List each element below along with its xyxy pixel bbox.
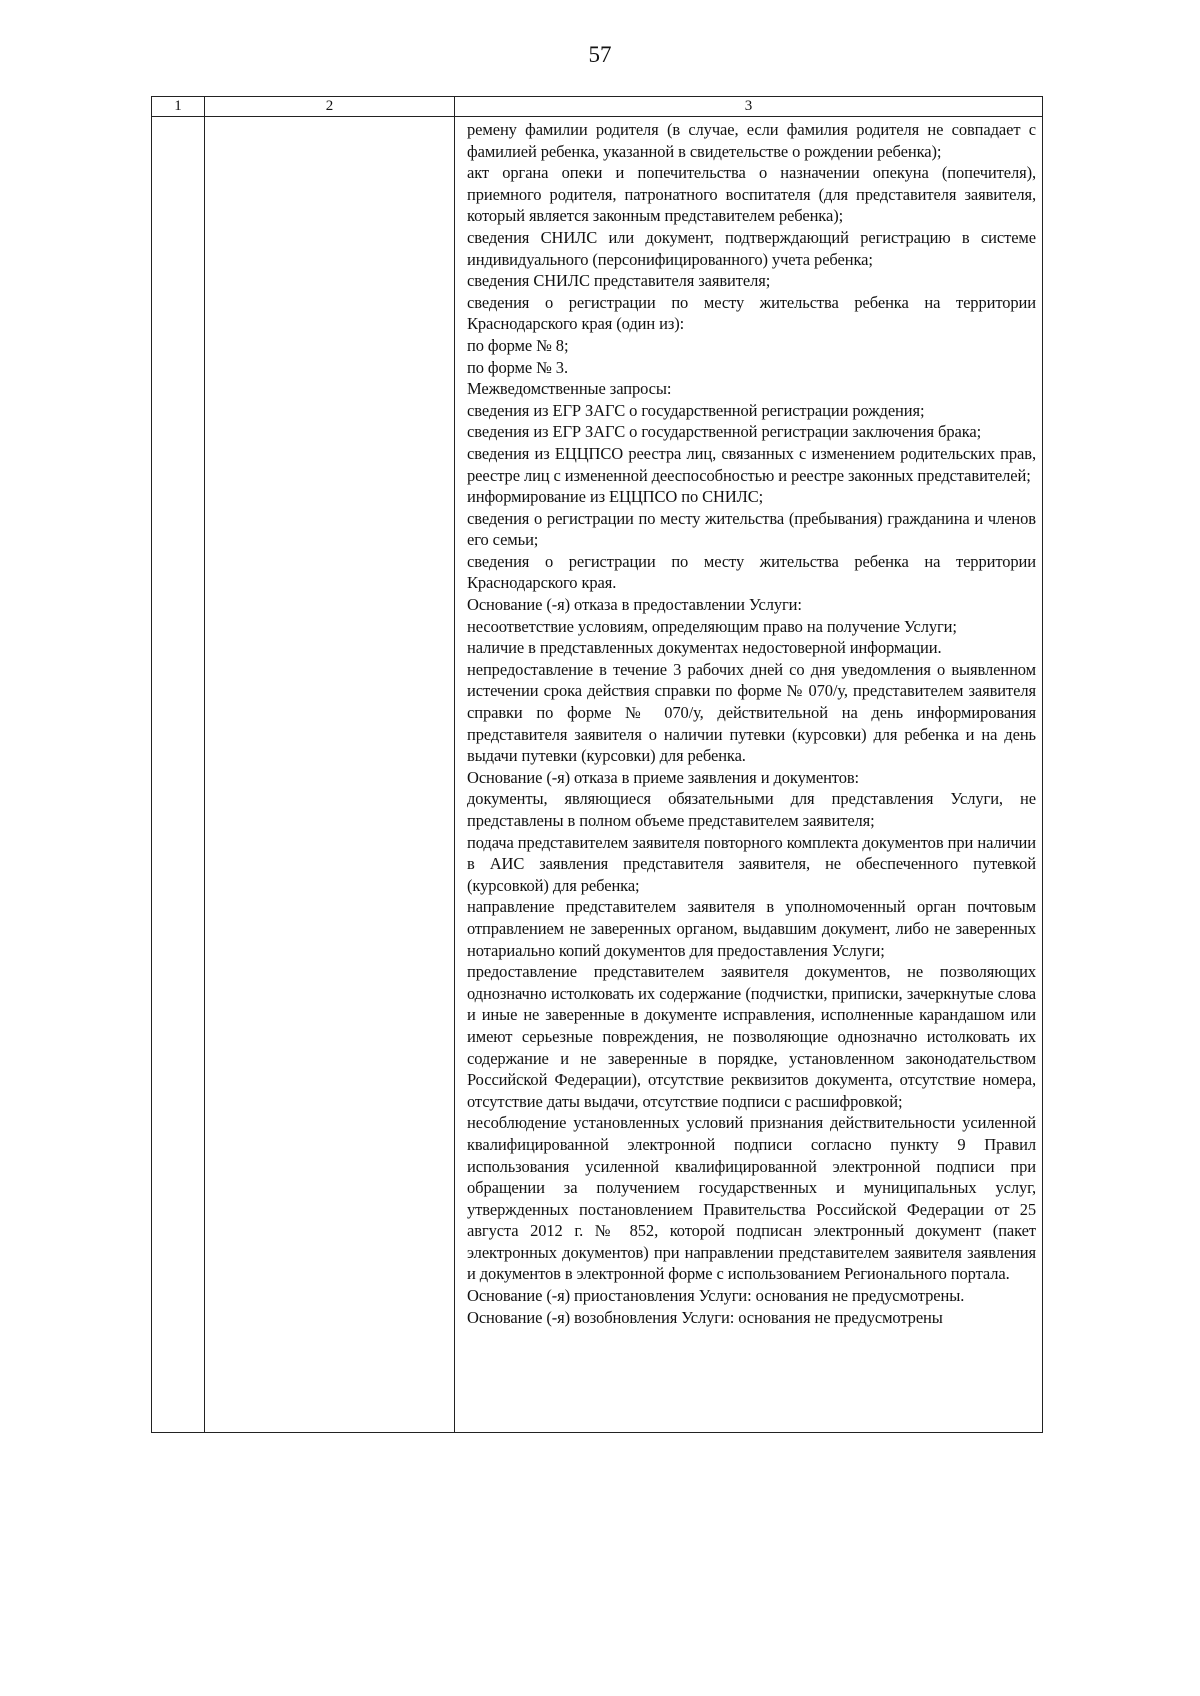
- cell-column-3: [455, 117, 1043, 1433]
- cell-column-2: [205, 117, 455, 1433]
- paragraph: предоставление представителем заявителя документов, не позволяющих однозначно истолковать их содержание (подчистки, приписки, зачеркнутые слова и иные не заверенные в документе исправления, исполненные карандашом или имеют серьезные повреждения, не позволяющие однозначно истолковать их содержание и не заверенные в порядке, установленном законодательством Российской Федерации), отсутствие реквизитов документа, отсутствие номера, отсутствие даты выдачи, отсутствие подписи с расшифровкой;: [467, 962, 1036, 1111]
- paragraph: по форме № 3.: [467, 357, 568, 377]
- paragraph: документы, являющиеся обязательными для представления Услуги, не представлены в полном объеме представителем заявителя;: [467, 789, 1036, 830]
- paragraph: сведения из ЕЦЦПСО реестра лиц, связанных с изменением родительских прав, реестре лиц с измененной дееспособностью и реестре законных представителей;: [467, 443, 1036, 485]
- paragraph: Основание (-я) отказа в приеме заявления и документов:: [467, 767, 860, 787]
- paragraph: сведения СНИЛС представителя заявителя;: [467, 271, 771, 291]
- cell-column-3-text: [455, 117, 1042, 1432]
- cell-column-1: [152, 117, 205, 1433]
- column-header-2: 2: [205, 97, 455, 117]
- paragraph: непредоставление в течение 3 рабочих дней со дня уведомления о выявленном истечении срока действия справки по форме № 070/у, представителем заявителя справки по форме № 070/у, действительной на день информирования представителя заявителя о наличии путевки (курсовки) для ребенка и на день выдачи путевки (курсовки) для ребенка.: [467, 659, 1036, 766]
- column-header-3: 3: [455, 97, 1043, 117]
- document-table: [151, 96, 1043, 1433]
- paragraph: подача представителем заявителя повторного комплекта документов при наличии в АИС заявления представителя заявителя, не обеспеченного путевкой (курсовкой) для ребенка;: [467, 832, 1036, 895]
- paragraph: направление представителем заявителя в уполномоченный орган почтовым отправлением не заверенных органом, выдавшим документ, либо не заверенных нотариально копий документов для предоставления Услуги;: [467, 897, 1036, 960]
- paragraph: сведения о регистрации по месту жительства ребенка на территории Краснодарского края (один из):: [467, 292, 1036, 334]
- table-header-row: [152, 97, 1043, 117]
- paragraph: Межведомственные запросы:: [467, 379, 672, 399]
- page-number: 57: [588, 42, 612, 67]
- paragraph: Основание (-я) возобновления Услуги: основания не предусмотрены: [467, 1307, 943, 1327]
- paragraph: сведения из ЕГР ЗАГС о государственной регистрации заключения брака;: [467, 422, 982, 442]
- paragraph: по форме № 8;: [467, 335, 569, 355]
- paragraph: несоблюдение установленных условий признания действительности усиленной квалифицированной электронной подписи согласно пункту 9 Правил использования усиленной квалифицированной электронной подписи при обращении за получением государственных и муниципальных услуг, утвержденных постановлением Правительства Российской Федерации от 25 августа 2012 г. № 852, которой подписан электронный документ (пакет электронных документов) при направлении представителем заявителя заявления и документов в электронной форме с использованием Регионального портала.: [467, 1113, 1036, 1284]
- paragraph: сведения СНИЛС или документ, подтверждающий регистрацию в системе индивидуального (персонифицированного) учета ребенка;: [467, 227, 1036, 269]
- paragraph: сведения о регистрации по месту жительства ребенка на территории Краснодарского края.: [467, 551, 1036, 593]
- paragraph: Основание (-я) приостановления Услуги: основания не предусмотрены.: [467, 1286, 965, 1306]
- paragraph: наличие в представленных документах недостоверной информации.: [467, 638, 942, 658]
- paragraph: информирование из ЕЦЦПСО по СНИЛС;: [467, 487, 764, 507]
- paragraph: ремену фамилии родителя (в случае, если фамилия родителя не совпадает с фамилией ребенка, указанной в свидетельстве о рождении ребенка);: [467, 120, 1036, 161]
- column-header-1: 1: [152, 97, 205, 117]
- paragraph: Основание (-я) отказа в предоставлении Услуги:: [467, 595, 802, 615]
- paragraph: сведения из ЕГР ЗАГС о государственной регистрации рождения;: [467, 400, 925, 420]
- paragraph: несоответствие условиям, определяющим право на получение Услуги;: [467, 616, 957, 636]
- paragraph: сведения о регистрации по месту жительства (пребывания) гражданина и членов его семьи;: [467, 508, 1036, 550]
- paragraph: акт органа опеки и попечительства о назначении опекуна (попечителя), приемного родителя, патронатного воспитателя (для представителя заявителя, который является законным представителем ребенка);: [467, 163, 1036, 226]
- table-row: [152, 117, 1043, 1433]
